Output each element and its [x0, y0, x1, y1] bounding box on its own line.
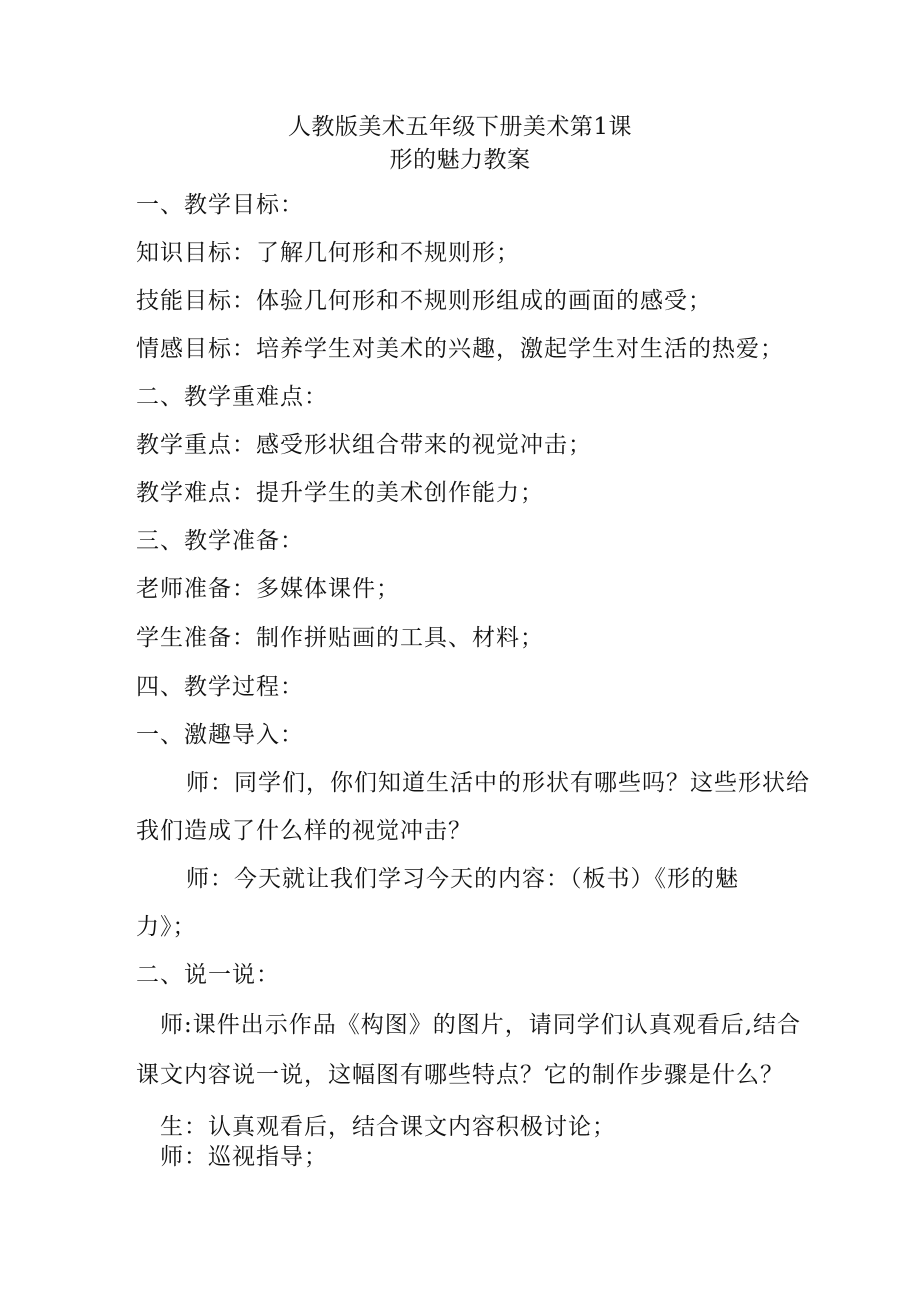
emotion-objective: 情感目标：培养学生对美术的兴趣，激起学生对生活的热爱； [136, 336, 784, 362]
prep-heading: 三、教学准备： [136, 528, 304, 554]
teacher-prep: 老师准备：多媒体课件； [136, 576, 400, 602]
intro-paragraph-1-line2: 我们造成了什么样的视觉冲击？ [136, 818, 472, 844]
intro-paragraph-2-line2: 力》； [136, 914, 197, 940]
teacher-activity-line: 师：巡视指导； [160, 1144, 328, 1170]
process-heading: 四、教学过程： [136, 674, 304, 700]
talk-paragraph-line2: 课文内容说一说，这幅图有哪些特点？它的制作步骤是什么？ [136, 1062, 784, 1088]
student-prep: 学生准备：制作拼贴画的工具、材料； [136, 625, 544, 651]
teaching-key-point: 教学重点：感受形状组合带来的视觉冲击； [136, 432, 592, 458]
teaching-difficult-point: 教学难点：提升学生的美术创作能力； [136, 480, 544, 506]
talk-heading: 二、说一说： [136, 962, 280, 988]
keypoints-heading: 二、教学重难点： [136, 384, 328, 410]
student-activity-line: 生：认真观看后，结合课文内容积极讨论； [160, 1114, 616, 1140]
document-title-line2: 形的魅力教案 [389, 147, 531, 173]
talk-paragraph-line1: 师:课件出示作品《构图》的图片，请同学们认真观看后,结合 [160, 1012, 802, 1038]
intro-paragraph-1-line1: 师：同学们，你们知道生活中的形状有哪些吗？这些形状给 [186, 770, 810, 796]
skill-objective: 技能目标：体验几何形和不规则形组成的画面的感受； [136, 288, 712, 314]
objectives-heading: 一、教学目标： [136, 192, 304, 218]
document-title-line1: 人教版美术五年级下册美术第1课 [287, 114, 633, 140]
intro-paragraph-2-line1: 师：今天就让我们学习今天的内容：（板书）《形的魅 [186, 866, 739, 892]
knowledge-objective: 知识目标：了解几何形和不规则形； [136, 240, 520, 266]
intro-heading: 一、激趣导入： [136, 722, 304, 748]
